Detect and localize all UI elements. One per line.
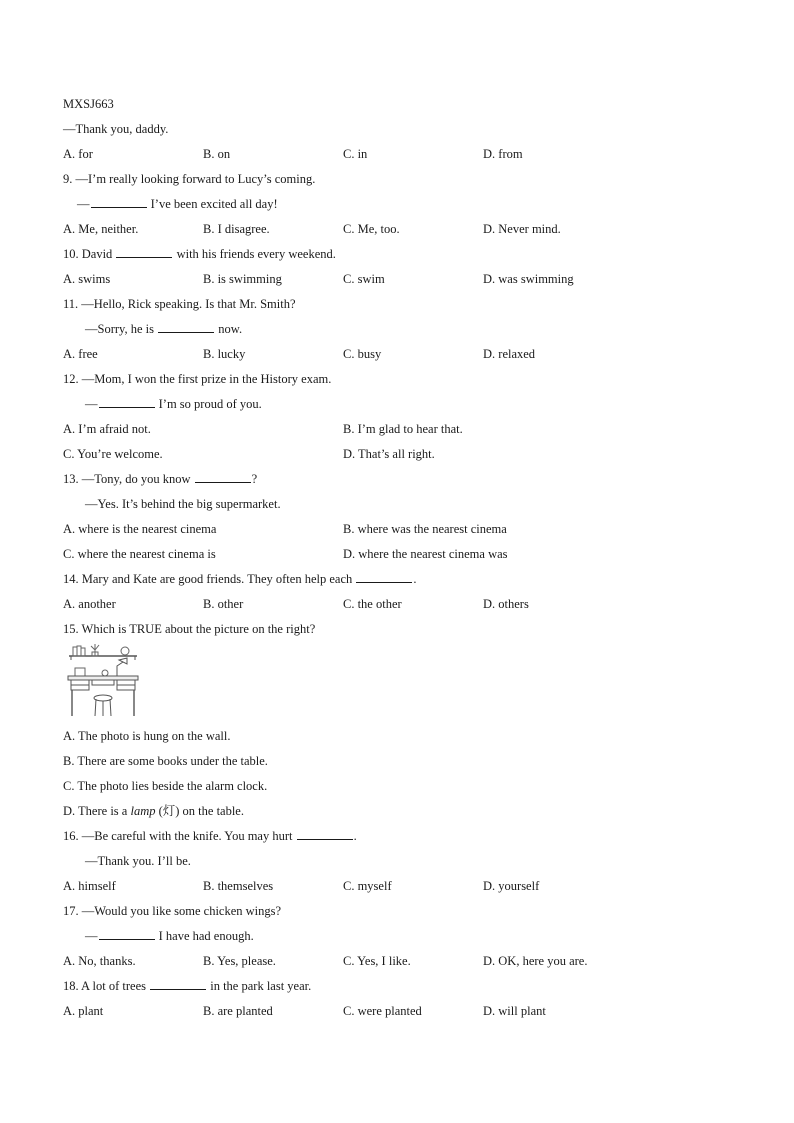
- q12-reply-prefix: —: [85, 397, 98, 411]
- q12-option-d[interactable]: D. That’s all right.: [343, 447, 435, 461]
- q16-stem-prefix: 16. —Be careful with the knife. You may hurt: [63, 829, 296, 843]
- q14-answer-blank[interactable]: [356, 570, 412, 583]
- q18-option-b[interactable]: B. are planted: [203, 1004, 273, 1018]
- q12-reply: [63, 392, 763, 417]
- q13-option-d[interactable]: D. where the nearest cinema was: [343, 547, 508, 561]
- q8-options: [63, 142, 763, 167]
- q10-answer-blank[interactable]: [116, 245, 172, 258]
- q16-options: [63, 874, 763, 899]
- q16-stem-suffix: .: [353, 829, 357, 843]
- q16-stem: [63, 824, 763, 849]
- q8-option-a[interactable]: A. for: [63, 147, 93, 161]
- q12-options-row2: [63, 442, 763, 467]
- q12-option-b[interactable]: B. I’m glad to hear that.: [343, 422, 463, 436]
- q17-stem: 17. —Would you like some chicken wings?: [63, 904, 282, 918]
- q11-option-c[interactable]: C. busy: [343, 347, 382, 361]
- q17-option-a[interactable]: A. No, thanks.: [63, 954, 136, 968]
- q12-stem: 12. —Mom, I won the first prize in the History exam.: [63, 372, 332, 386]
- q10-option-b[interactable]: B. is swimming: [203, 272, 282, 286]
- q18-stem-suffix: in the park last year.: [207, 979, 312, 993]
- q12-answer-blank[interactable]: [99, 395, 155, 408]
- q9-reply-prefix: —: [77, 197, 90, 211]
- q11-option-b[interactable]: B. lucky: [203, 347, 246, 361]
- q15-stem: 15. Which is TRUE about the picture on the right?: [63, 622, 316, 636]
- q15-picture: [63, 642, 763, 724]
- q16-reply: —Thank you. I’ll be.: [85, 854, 191, 868]
- paper-code: MXSJ663: [63, 97, 114, 111]
- q17-option-b[interactable]: B. Yes, please.: [203, 954, 276, 968]
- exam-page: [63, 92, 763, 1024]
- q13-option-b[interactable]: B. where was the nearest cinema: [343, 522, 507, 536]
- q18-options: [63, 999, 763, 1024]
- q8-option-d[interactable]: D. from: [483, 147, 523, 161]
- q13-option-a[interactable]: A. where is the nearest cinema: [63, 522, 217, 536]
- q15-option-c[interactable]: C. The photo lies beside the alarm clock.: [63, 779, 268, 793]
- q17-reply-suffix: I have had enough.: [155, 929, 254, 943]
- q12-option-a[interactable]: A. I’m afraid not.: [63, 422, 151, 436]
- q13-stem: [63, 467, 763, 492]
- q10-stem-prefix: 10. David: [63, 247, 116, 261]
- q17-reply-prefix: —: [85, 929, 98, 943]
- q18-stem: [63, 974, 763, 999]
- q9-option-b[interactable]: B. I disagree.: [203, 222, 270, 236]
- q16-answer-blank[interactable]: [297, 827, 353, 840]
- q10-option-d[interactable]: D. was swimming: [483, 272, 574, 286]
- q16-option-c[interactable]: C. myself: [343, 879, 392, 893]
- q11-option-d[interactable]: D. relaxed: [483, 347, 536, 361]
- q9-answer-blank[interactable]: [91, 195, 147, 208]
- q14-option-c[interactable]: C. the other: [343, 597, 402, 611]
- q15-option-d-prefix: D. There is a: [63, 804, 131, 818]
- q8-line: —Thank you, daddy.: [63, 122, 169, 136]
- q13-stem-prefix: 13. —Tony, do you know: [63, 472, 194, 486]
- q16-option-b[interactable]: B. themselves: [203, 879, 274, 893]
- q18-option-a[interactable]: A. plant: [63, 1004, 104, 1018]
- q9-reply: [63, 192, 763, 217]
- q11-option-a[interactable]: A. free: [63, 347, 98, 361]
- q13-stem-suffix: ?: [251, 472, 258, 486]
- q9-option-d[interactable]: D. Never mind.: [483, 222, 561, 236]
- q10-option-a[interactable]: A. swims: [63, 272, 111, 286]
- q15-option-d[interactable]: [63, 799, 763, 824]
- q10-options: [63, 267, 763, 292]
- desk-scene-illustration: [65, 642, 141, 718]
- q13-reply: —Yes. It’s behind the big supermarket.: [85, 497, 281, 511]
- q13-answer-blank[interactable]: [195, 470, 251, 483]
- q14-stem: [63, 567, 763, 592]
- q14-options: [63, 592, 763, 617]
- q12-reply-suffix: I’m so proud of you.: [155, 397, 262, 411]
- q15-option-d-suffix: (灯) on the table.: [155, 804, 244, 818]
- q11-reply: [63, 317, 763, 342]
- q10-option-c[interactable]: C. swim: [343, 272, 385, 286]
- q14-option-b[interactable]: B. other: [203, 597, 244, 611]
- q8-option-b[interactable]: B. on: [203, 147, 231, 161]
- q9-option-c[interactable]: C. Me, too.: [343, 222, 400, 236]
- q14-stem-prefix: 14. Mary and Kate are good friends. They often help each: [63, 572, 356, 586]
- q9-stem: 9. —I’m really looking forward to Lucy’s coming.: [63, 172, 316, 186]
- q18-answer-blank[interactable]: [150, 977, 206, 990]
- q11-reply-prefix: —Sorry, he is: [85, 322, 158, 336]
- q18-stem-prefix: 18. A lot of trees: [63, 979, 150, 993]
- q12-options-row1: [63, 417, 763, 442]
- q10-stem-suffix: with his friends every weekend.: [173, 247, 336, 261]
- q15-option-a[interactable]: A. The photo is hung on the wall.: [63, 729, 231, 743]
- q9-options: [63, 217, 763, 242]
- q14-stem-suffix: .: [413, 572, 417, 586]
- q12-option-c[interactable]: C. You’re welcome.: [63, 447, 163, 461]
- q9-option-a[interactable]: A. Me, neither.: [63, 222, 139, 236]
- q15-option-d-word: lamp: [130, 804, 156, 818]
- q11-answer-blank[interactable]: [158, 320, 214, 333]
- q18-option-d[interactable]: D. will plant: [483, 1004, 546, 1018]
- q17-answer-blank[interactable]: [99, 927, 155, 940]
- q17-option-c[interactable]: C. Yes, I like.: [343, 954, 411, 968]
- q15-option-b[interactable]: B. There are some books under the table.: [63, 754, 268, 768]
- q14-option-d[interactable]: D. others: [483, 597, 529, 611]
- q17-options: [63, 949, 763, 974]
- q14-option-a[interactable]: A. another: [63, 597, 116, 611]
- q17-option-d[interactable]: D. OK, here you are.: [483, 954, 588, 968]
- q17-reply: [63, 924, 763, 949]
- q13-options-row2: [63, 542, 763, 567]
- q10-stem: [63, 242, 763, 267]
- q16-option-d[interactable]: D. yourself: [483, 879, 540, 893]
- q11-options: [63, 342, 763, 367]
- q13-options-row1: [63, 517, 763, 542]
- q13-option-c[interactable]: C. where the nearest cinema is: [63, 547, 216, 561]
- q16-option-a[interactable]: A. himself: [63, 879, 116, 893]
- q11-stem: 11. —Hello, Rick speaking. Is that Mr. Smith?: [63, 297, 296, 311]
- q9-reply-suffix: I’ve been excited all day!: [147, 197, 278, 211]
- q18-option-c[interactable]: C. were planted: [343, 1004, 422, 1018]
- q11-reply-suffix: now.: [215, 322, 243, 336]
- q8-option-c[interactable]: C. in: [343, 147, 368, 161]
